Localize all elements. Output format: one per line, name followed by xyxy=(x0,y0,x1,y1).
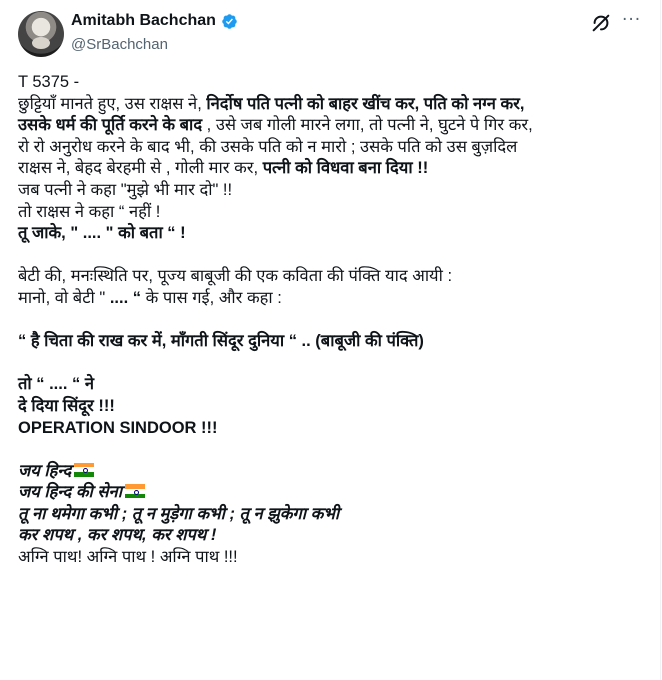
verified-badge-icon xyxy=(221,13,238,30)
post-line: अग्नि पाथ! अग्नि पाथ ! अग्नि पाथ !!! xyxy=(18,548,238,567)
post-line: तो “ .... “ ने xyxy=(18,375,95,394)
post-line: छुट्टियाँ मानते हुए, उस राक्षस ने, निर्दोष पति पत्नी को बाहर खींच कर, पति को नग्न कर, xyxy=(18,94,525,113)
post-line: T 5375 - xyxy=(18,73,80,91)
post-line: तू ना थमेगा कभी ; तू न मुड़ेगा कभी ; तू न झुकेगा कभी xyxy=(18,504,340,523)
indian-flag-icon xyxy=(125,484,145,498)
post-line: कर शपथ , कर शपथ, कर शपथ ! xyxy=(18,526,217,545)
post-line: जय हिन्द की सेना xyxy=(18,482,648,504)
post-line: राक्षस ने, बेहद बेरहमी से , गोली मार कर, पत्नी को विधवा बना दिया !! xyxy=(18,159,429,178)
avatar[interactable] xyxy=(18,11,64,57)
post-line: रो रो अनुरोध करने के बाद भी, की उसके पति को न मारो ; उसके पति को उस बुज़दिल xyxy=(18,137,518,156)
post-line: तो राक्षस ने कहा “ नहीं ! xyxy=(18,202,161,221)
post-line: उसके धर्म की पूर्ति करने के बाद , उसे जब गोली मारने लगा, तो पत्नी ने, घुटने पे गिर कर, xyxy=(18,116,533,135)
indian-flag-icon xyxy=(74,463,94,477)
more-options-icon[interactable]: ··· xyxy=(622,10,642,30)
post-line: जब पत्नी ने कहा "मुझे भी मार दो" !! xyxy=(18,180,233,199)
author-row xyxy=(71,12,238,30)
author-handle[interactable]: @SrBachchan xyxy=(71,36,168,53)
post-text xyxy=(18,72,648,569)
post-line: दे दिया सिंदूर !!! xyxy=(18,396,115,415)
grok-icon[interactable] xyxy=(590,12,612,34)
post-line: मानो, वो बेटी " .... “ के पास गई, और कहा : xyxy=(18,288,282,307)
post-line: तू जाके, " .... " को बता “ ! xyxy=(18,224,186,243)
post-line: बेटी की, मनःस्थिति पर, पूज्य बाबूजी की एक कविता की पंक्ति याद आयी : xyxy=(18,267,453,286)
post-line: जय हिन्द xyxy=(18,461,648,483)
post-line: OPERATION SINDOOR !!! xyxy=(18,418,218,437)
post-line: “ है चिता की राख कर में, माँगती सिंदूर दुनिया “ .. (बाबूजी की पंक्ति) xyxy=(18,332,424,351)
author-name[interactable]: Amitabh Bachchan xyxy=(71,12,216,29)
